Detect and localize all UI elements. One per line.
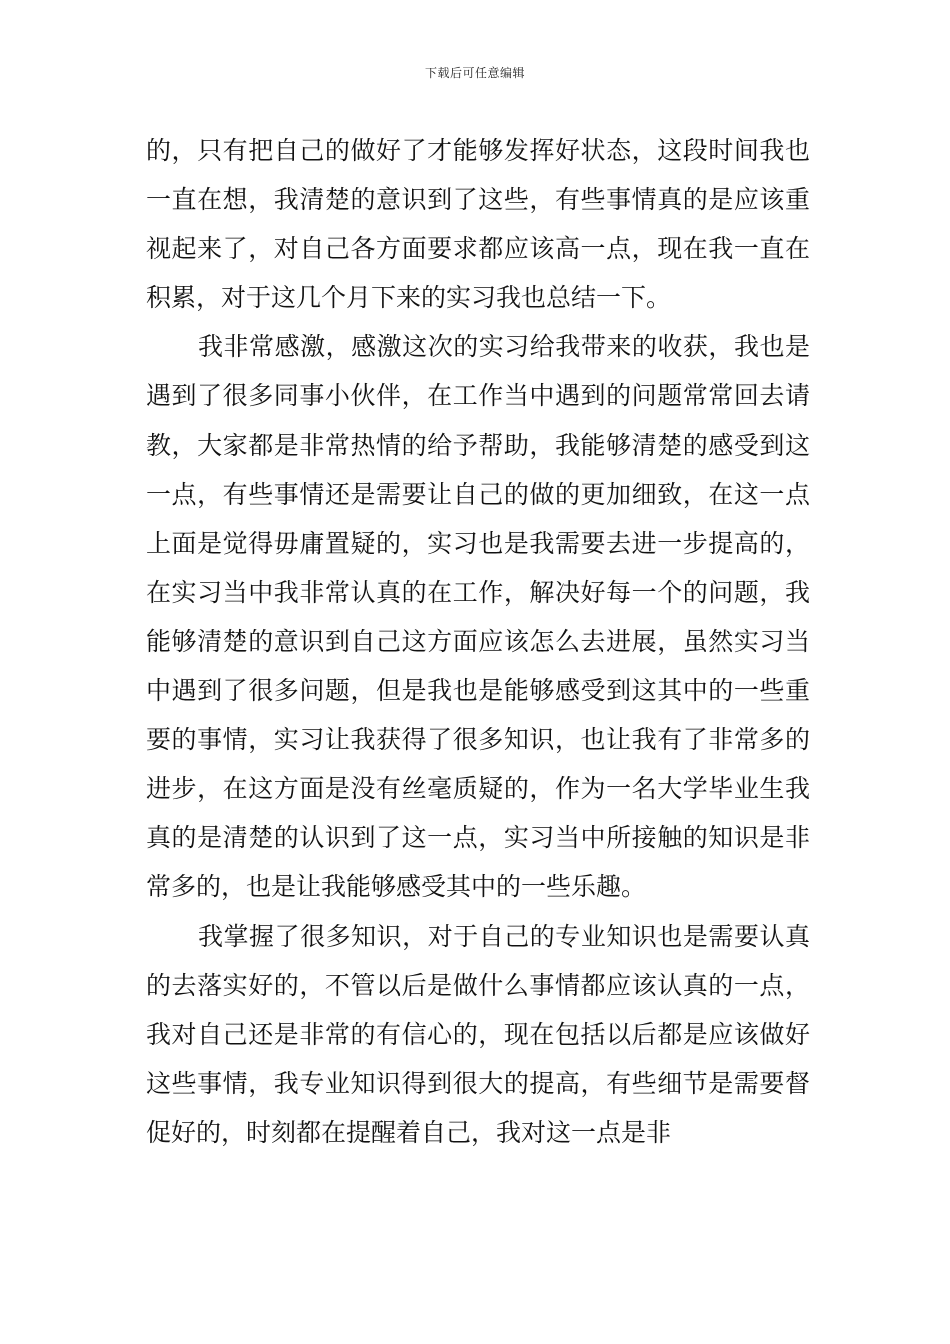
document-body: [146, 126, 810, 1157]
page-header: 下载后可任意编辑: [424, 66, 525, 80]
paragraph: 我非常感激，感激这次的实习给我带来的收获，我也是遇到了很多同事小伙伴，在工作当中遇到的问题常常回去请教，大家都是非常热情的给予帮助，我能够清楚的感受到这一点，有些事情还是需要让自己的做的更加细致，在这一点上面是觉得毋庸置疑的，实习也是我需要去进一步提高的，在实习当中我非常认真的在工作，解决好每一个的问题，我能够清楚的意识到自己这方面应该怎么去进展，虽然实习当中遇到了很多问题，但是我也是能够感受到这其中的一些重要的事情，实习让我获得了很多知识，也让我有了非常多的进步，在这方面是没有丝毫质疑的，作为一名大学毕业生我真的是清楚的认识到了这一点，实习当中所接触的知识是非常多的，也是让我能够感受其中的一些乐趣。: [146, 332, 810, 902]
paragraph-continued: 的，只有把自己的做好了才能够发挥好状态，这段时间我也一直在想，我清楚的意识到了这些，有些事情真的是应该重视起来了，对自己各方面要求都应该高一点，现在我一直在积累，对于这几个月下来的实习我也总结一下。: [146, 136, 810, 313]
paragraph: 我掌握了很多知识，对于自己的专业知识也是需要认真的去落实好的，不管以后是做什么事情都应该认真的一点，我对自己还是非常的有信心的，现在包括以后都是应该做好这些事情，我专业知识得到很大的提高，有些细节是需要督促好的，时刻都在提醒着自己，我对这一点是非: [146, 921, 810, 1147]
